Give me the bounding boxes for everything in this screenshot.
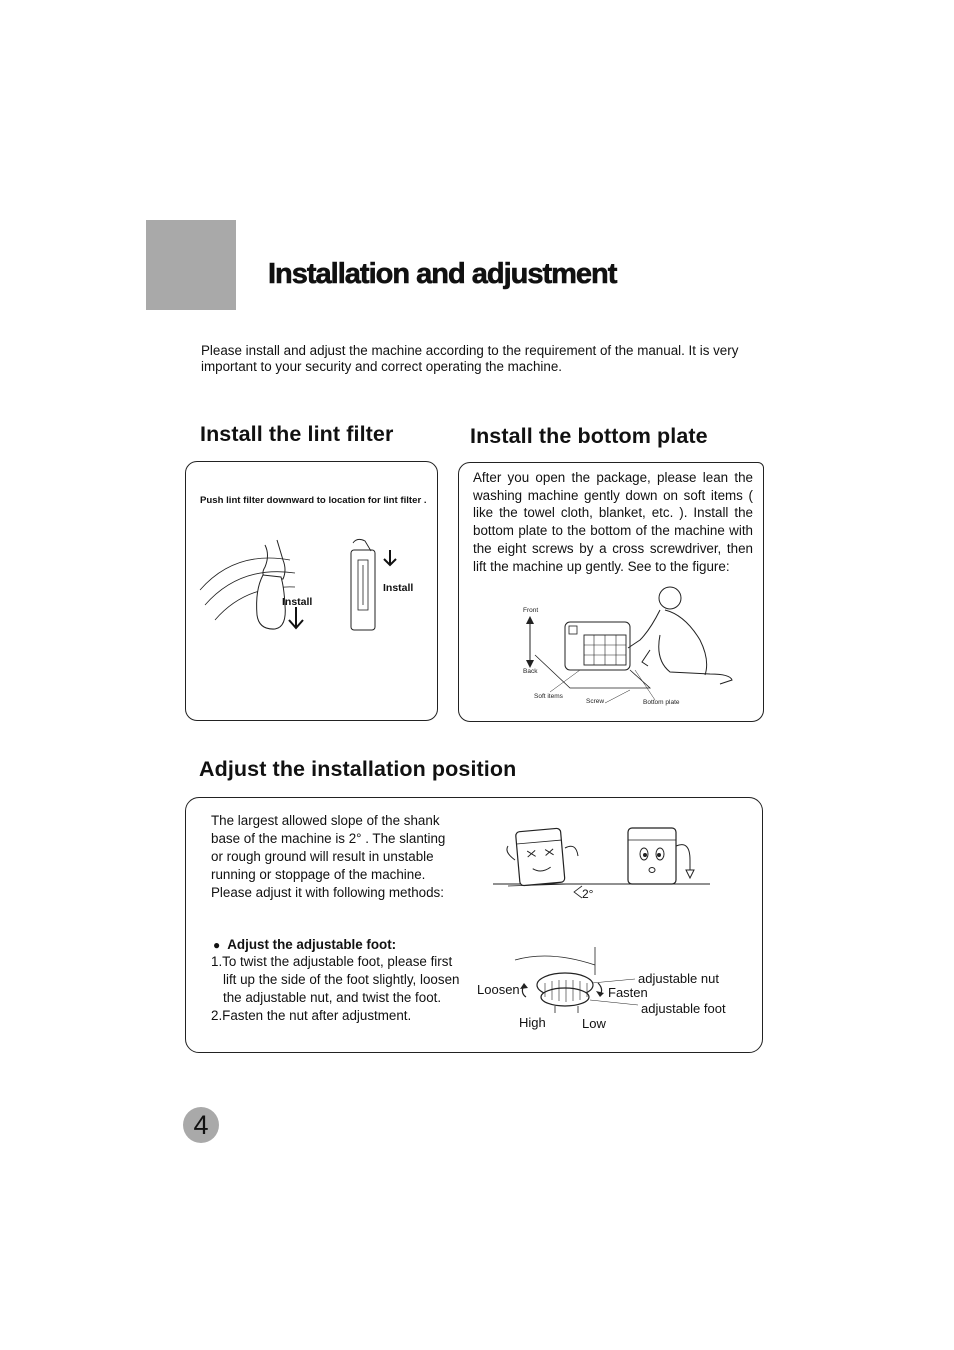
lint-filter-instruction: Push lint filter downward to location for lint filter . [200,495,427,506]
slope-illustration [490,820,715,900]
bottom-plate-text: After you open the package, please lean the washing machine gently down on soft items ( like the towel cloth, blanket, etc. ). Install the bottom plate to the bottom of the machine with the eight screws by a cross screwdriver, then lift the machine up gently. See to the figure: [473,470,753,574]
intro-paragraph: Please install and adjust the machine according to the requirement of the manual. It is very important to your security and correct operating the machine. [201,343,739,374]
fig-label-soft-items: Soft items [534,693,563,700]
adjust-intro-text: The largest allowed slope of the shank base of the machine is 2° . The slanting or rough ground will result in unstable running or stoppage of the machine. Please adjust it with following methods: [211,813,446,900]
adjustable-foot-label: adjustable foot [641,1001,726,1016]
adjustable-nut-label: adjustable nut [638,971,719,986]
lint-label-left: Install [282,596,313,608]
low-label: Low [582,1016,606,1031]
lint-filter-heading: Install the lint filter [200,422,394,446]
loosen-label: Loosen [477,982,520,997]
adjustable-foot-heading-text: Adjust the adjustable foot: [227,937,397,952]
adjust-heading: Adjust the installation position [199,757,517,781]
bottom-plate-heading: Install the bottom plate [470,424,708,448]
fig-label-bottom-plate: Bottom plate [643,699,680,706]
adjustable-foot-illustration [510,945,630,1020]
fig-label-screw: Screw [586,698,605,705]
adjust-step: 1.To twist the adjustable foot, please first lift up the side of the foot slightly, loosen the adjustable nut, and twist the foot. [211,954,460,1005]
lint-label-right: Install [383,582,414,594]
chapter-marker-block [146,220,236,310]
adjust-step: 2.Fasten the nut after adjustment. [211,1007,412,1023]
adjust-steps [211,953,466,1025]
bullet-icon: ● [213,938,221,952]
fig-label-back: Back [523,668,538,675]
high-label: High [519,1015,546,1030]
adjustable-foot-heading [213,937,396,952]
fasten-label: Fasten [608,985,648,1000]
slope-angle-label: 2° [582,887,594,901]
fig-label-front: Front [523,607,539,614]
page-number: 4 [193,1110,209,1140]
page-title: Installation and adjustment [268,258,617,290]
